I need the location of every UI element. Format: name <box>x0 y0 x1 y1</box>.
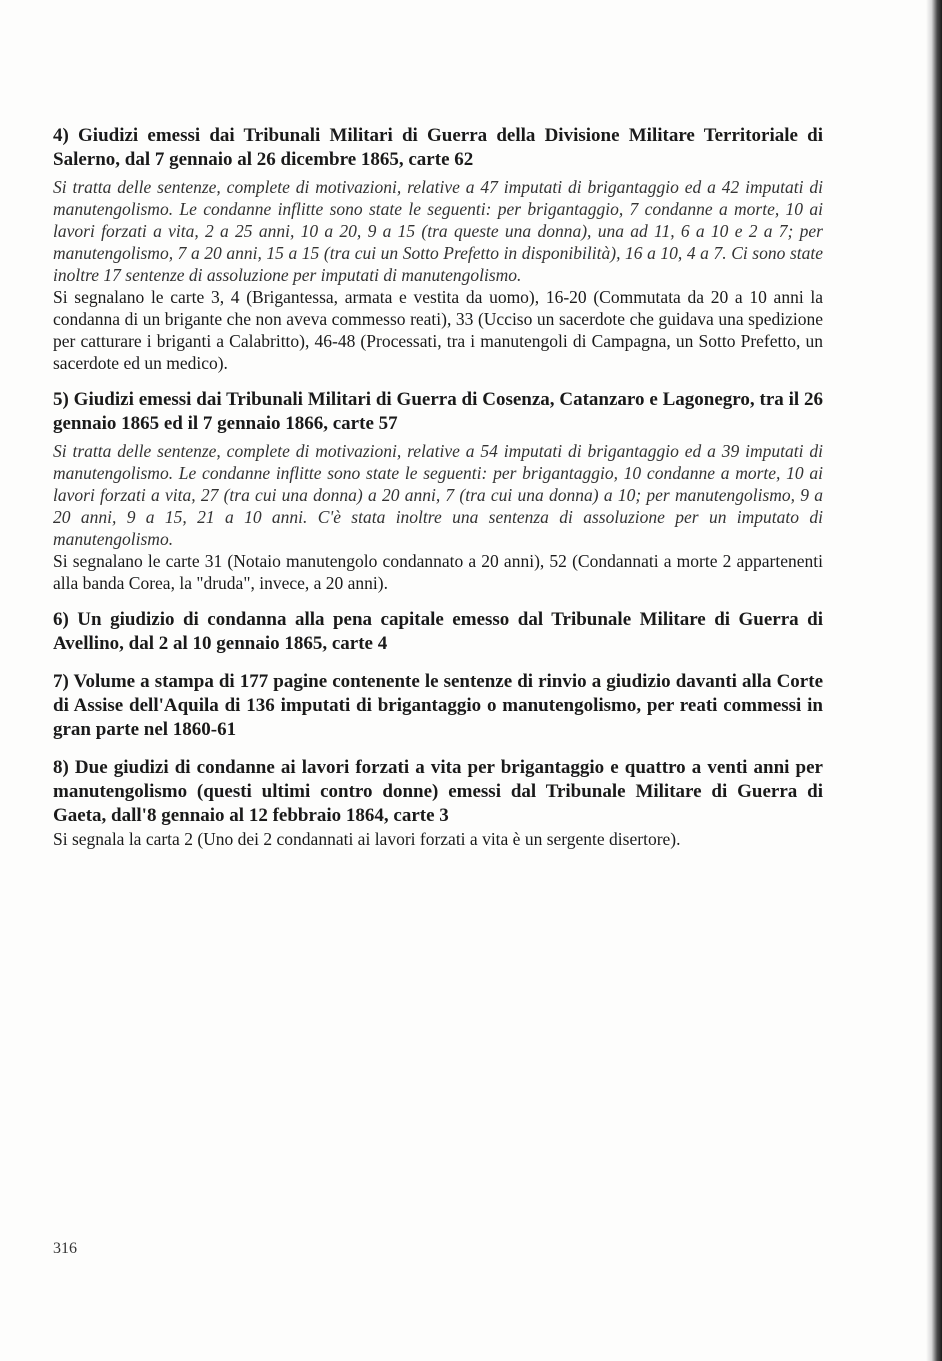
entry-summary: Si tratta delle sentenze, complete di motivazioni, relative a 47 imputati di brigantaggio ed a 42 imputati di manutengolismo. Le condanne inflitte sono state le seguenti: per brigantaggio, 7 condanne a morte, 10 ai lavori forzati a vita, 2 a 25 anni, 10 a 20, 9 a 15 (tra queste una donna), una ad 11, 6 a 10 e 2 a 7; per manutengolismo, 7 a 20 anni, 15 a 15 (tra cui un Sotto Prefetto in disponibilità), 16 a 10, 4 a 7. Ci sono state inoltre 17 sentenze di assoluzione per imputati di manutengolismo. <box>53 177 823 285</box>
entry-8 <box>53 756 823 850</box>
entry-title: 6) Un giudizio di condanna alla pena capitale emesso dal Tribunale Militare di Guerra di Avellino, dal 2 al 10 gennaio 1865, carte 4 <box>53 609 823 654</box>
entry-notes: Si segnalano le carte 3, 4 (Brigantessa, armata e vestita da uomo), 16-20 (Commutata da 20 a 10 anni la condanna di un brigante che non aveva commesso reati), 33 (Ucciso un sacerdote che guidava una spedizione per catturare i briganti a Calabritto), 46-48 (Processati, tra i manutengoli di Campagna, un Sotto Prefetto, un sacerdote ed un medico). <box>53 287 823 373</box>
entry-7 <box>53 670 823 742</box>
page-number: 316 <box>53 1240 77 1257</box>
entry-title: 4) Giudizi emessi dai Tribunali Militari di Guerra della Divisione Militare Territoriale di Salerno, dal 7 gennaio al 26 dicembre 1865, carte 62 <box>53 125 823 170</box>
entry-notes: Si segnala la carta 2 (Uno dei 2 condannati ai lavori forzati a vita è un sergente disertore). <box>53 829 681 849</box>
entry-title: 5) Giudizi emessi dai Tribunali Militari di Guerra di Cosenza, Catanzaro e Lagonegro, tra il 26 gennaio 1865 ed il 7 gennaio 1866, carte 57 <box>53 389 823 434</box>
text-column <box>53 124 823 864</box>
entry-title: 8) Due giudizi di condanne ai lavori forzati a vita per brigantaggio e quattro a venti anni per manutengolismo (questi ultimi contro donne) emessi dal Tribunale Militare di Guerra di Gaeta, dall'8 gennaio al 12 febbraio 1864, carte 3 <box>53 757 823 826</box>
entry-6 <box>53 608 823 656</box>
entry-4 <box>53 124 823 374</box>
entry-5 <box>53 388 823 594</box>
binding-shadow <box>926 0 942 1361</box>
entry-summary: Si tratta delle sentenze, complete di motivazioni, relative a 54 imputati di brigantaggio ed a 39 imputati di manutengolismo. Le condanne inflitte sono state le seguenti: per brigantaggio, 10 condanne a morte, 10 ai lavori forzati a vita, 27 (tra cui una donna) a 20 anni, 7 (tra cui una donna) a 10; per manutengolismo, 9 a 20 anni, 9 a 15, 21 a 10 anni. C'è stata inoltre una sentenza di assoluzione per un imputato di manutengolismo. <box>53 441 823 549</box>
entry-notes: Si segnalano le carte 31 (Notaio manutengolo condannato a 20 anni), 52 (Condannati a morte 2 appartenenti alla banda Corea, la "druda", invece, a 20 anni). <box>53 551 823 593</box>
entry-title: 7) Volume a stampa di 177 pagine contenente le sentenze di rinvio a giudizio davanti alla Corte di Assise dell'Aquila di 136 imputati di brigantaggio o manutengolismo, per reati commessi in gran parte nel 1860-61 <box>53 671 823 740</box>
